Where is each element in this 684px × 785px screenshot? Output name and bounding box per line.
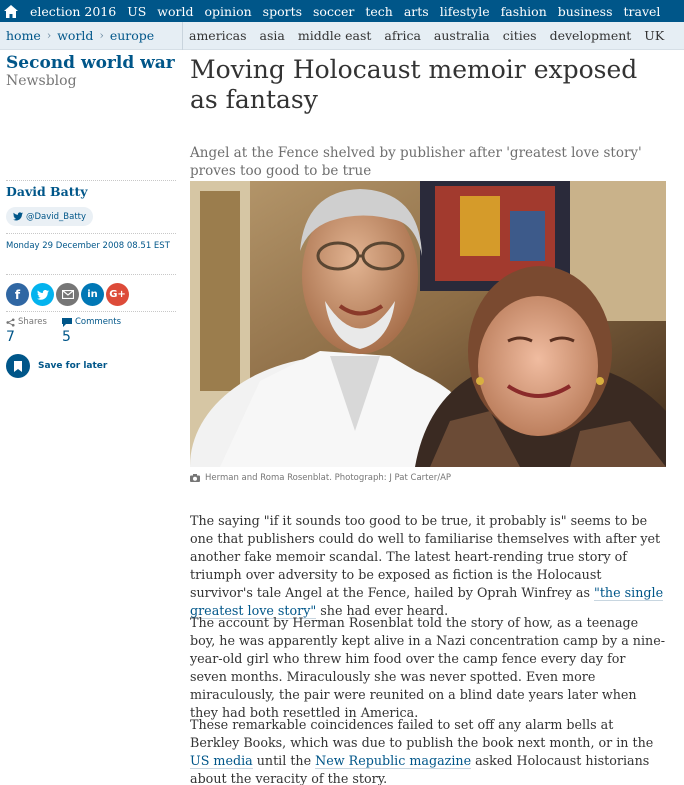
new-republic-link[interactable]: New Republic magazine — [315, 753, 472, 768]
paragraph-text: she had ever heard. — [316, 603, 449, 618]
email-share-button[interactable] — [56, 283, 79, 306]
facebook-share-button[interactable] — [6, 283, 29, 306]
nav-fashion[interactable]: fashion — [500, 3, 547, 19]
photo-image — [190, 181, 666, 467]
divider — [6, 311, 176, 312]
nav-arts[interactable]: arts — [403, 3, 429, 19]
twitter-share-button[interactable] — [31, 283, 54, 306]
nav-lifestyle[interactable]: lifestyle — [439, 3, 490, 19]
bookmark-icon — [14, 361, 22, 372]
nav-business[interactable]: business — [557, 3, 613, 19]
divider — [6, 180, 176, 181]
region-cities[interactable]: cities — [502, 28, 537, 43]
camera-icon — [190, 474, 200, 482]
shares-count: 7 — [6, 329, 15, 345]
series-subtitle[interactable]: Newsblog — [6, 73, 77, 89]
share-buttons — [6, 283, 129, 306]
oprah-quote-link[interactable]: "the single greatest love story" — [190, 585, 664, 618]
comments-label[interactable] — [62, 317, 121, 327]
nav-opinion[interactable]: opinion — [204, 3, 252, 19]
breadcrumb — [0, 22, 182, 49]
region-asia[interactable]: asia — [259, 28, 285, 43]
nav-election-2016[interactable]: election 2016 — [30, 3, 117, 19]
nav-tech[interactable]: tech — [365, 3, 393, 19]
article-paragraph-3 — [190, 716, 666, 785]
shares-label-text: Shares — [18, 317, 47, 327]
twitter-handle-button[interactable] — [6, 207, 93, 226]
share-icon — [6, 318, 15, 327]
facebook-icon: f — [14, 287, 21, 302]
comments-label-text: Comments — [75, 317, 122, 327]
article-headline: Moving Holocaust memoir exposed as fantasy — [190, 55, 638, 114]
twitter-bird-icon — [13, 212, 23, 221]
divider — [6, 233, 176, 234]
divider — [6, 274, 176, 275]
chevron-right-icon: › — [99, 29, 104, 42]
comment-icon — [62, 318, 72, 327]
google-plus-share-button[interactable] — [106, 283, 129, 306]
region-uk[interactable]: UK — [644, 28, 665, 43]
nav-us[interactable]: US — [127, 3, 147, 19]
save-for-later-label: Save for later — [38, 361, 108, 371]
top-navigation — [0, 0, 684, 22]
publication-date: Monday 29 December 2008 08.51 EST — [6, 241, 170, 251]
photo-caption — [190, 473, 451, 483]
linkedin-icon: in — [87, 289, 98, 300]
twitter-handle: @David_Batty — [26, 211, 87, 222]
email-icon — [62, 290, 74, 299]
article-standfirst: Angel at the Fence shelved by publisher after 'greatest love story' proves too good to be true — [190, 145, 642, 179]
comments-count[interactable]: 5 — [62, 329, 71, 345]
nav-travel[interactable]: travel — [623, 3, 661, 19]
save-for-later-button[interactable] — [6, 354, 107, 378]
paragraph-text: until the — [252, 753, 316, 768]
author-name[interactable]: David Batty — [6, 184, 88, 199]
region-africa[interactable]: africa — [384, 28, 421, 43]
article-photo — [190, 181, 666, 467]
breadcrumb-home[interactable]: home — [6, 28, 41, 43]
region-middle-east[interactable]: middle east — [297, 28, 372, 43]
linkedin-share-button[interactable] — [81, 283, 104, 306]
series-title[interactable]: Second world war — [6, 53, 175, 73]
paragraph-text: The saying "if it sounds too good to be true, it probably is" seems to be one that publishers could do well to familiarise themselves with after yet another fake memoir scandal. The latest heart-rending true story of triumph over adversity to be exposed as fiction is the Holocaust survivor's tale Angel at the Fence, hailed by Oprah Winfrey as — [190, 513, 661, 600]
google-plus-icon: G+ — [109, 289, 126, 300]
region-americas[interactable]: americas — [189, 28, 247, 43]
photo-caption-text: Herman and Roma Rosenblat. Photograph: J Pat Carter/AP — [205, 473, 452, 483]
breadcrumb-europe[interactable]: europe — [109, 28, 155, 43]
twitter-icon — [37, 290, 49, 300]
paragraph-text: asked Holocaust historians about the veracity of the story. — [190, 753, 650, 785]
save-circle — [6, 354, 30, 378]
article-paragraph-1 — [190, 512, 666, 620]
breadcrumb-world[interactable]: world — [57, 28, 94, 43]
nav-soccer[interactable]: soccer — [313, 3, 355, 19]
paragraph-text: These remarkable coincidences failed to set off any alarm bells at Berkley Books, which was due to publish the book next month, or in the — [190, 717, 654, 750]
nav-sports[interactable]: sports — [262, 3, 303, 19]
us-media-link[interactable]: US media — [190, 753, 253, 768]
region-links — [183, 28, 677, 43]
chevron-right-icon: › — [46, 29, 52, 42]
region-australia[interactable]: australia — [433, 28, 490, 43]
nav-world[interactable]: world — [157, 3, 194, 19]
sub-navigation — [0, 22, 684, 50]
article-paragraph-2: The account by Herman Rosenblat told the story of how, as a teenage boy, he was apparently kept alive in a Nazi concentration camp by a nine-year-old girl who threw him food over the camp fence every day for seven months. Miraculously she was never spotted. Even more miraculously, the pair were reunited on a blind date years later when they had both resettled in America. — [190, 615, 665, 720]
region-development[interactable]: development — [549, 28, 632, 43]
shares-label — [6, 317, 47, 327]
home-icon[interactable] — [0, 0, 22, 22]
